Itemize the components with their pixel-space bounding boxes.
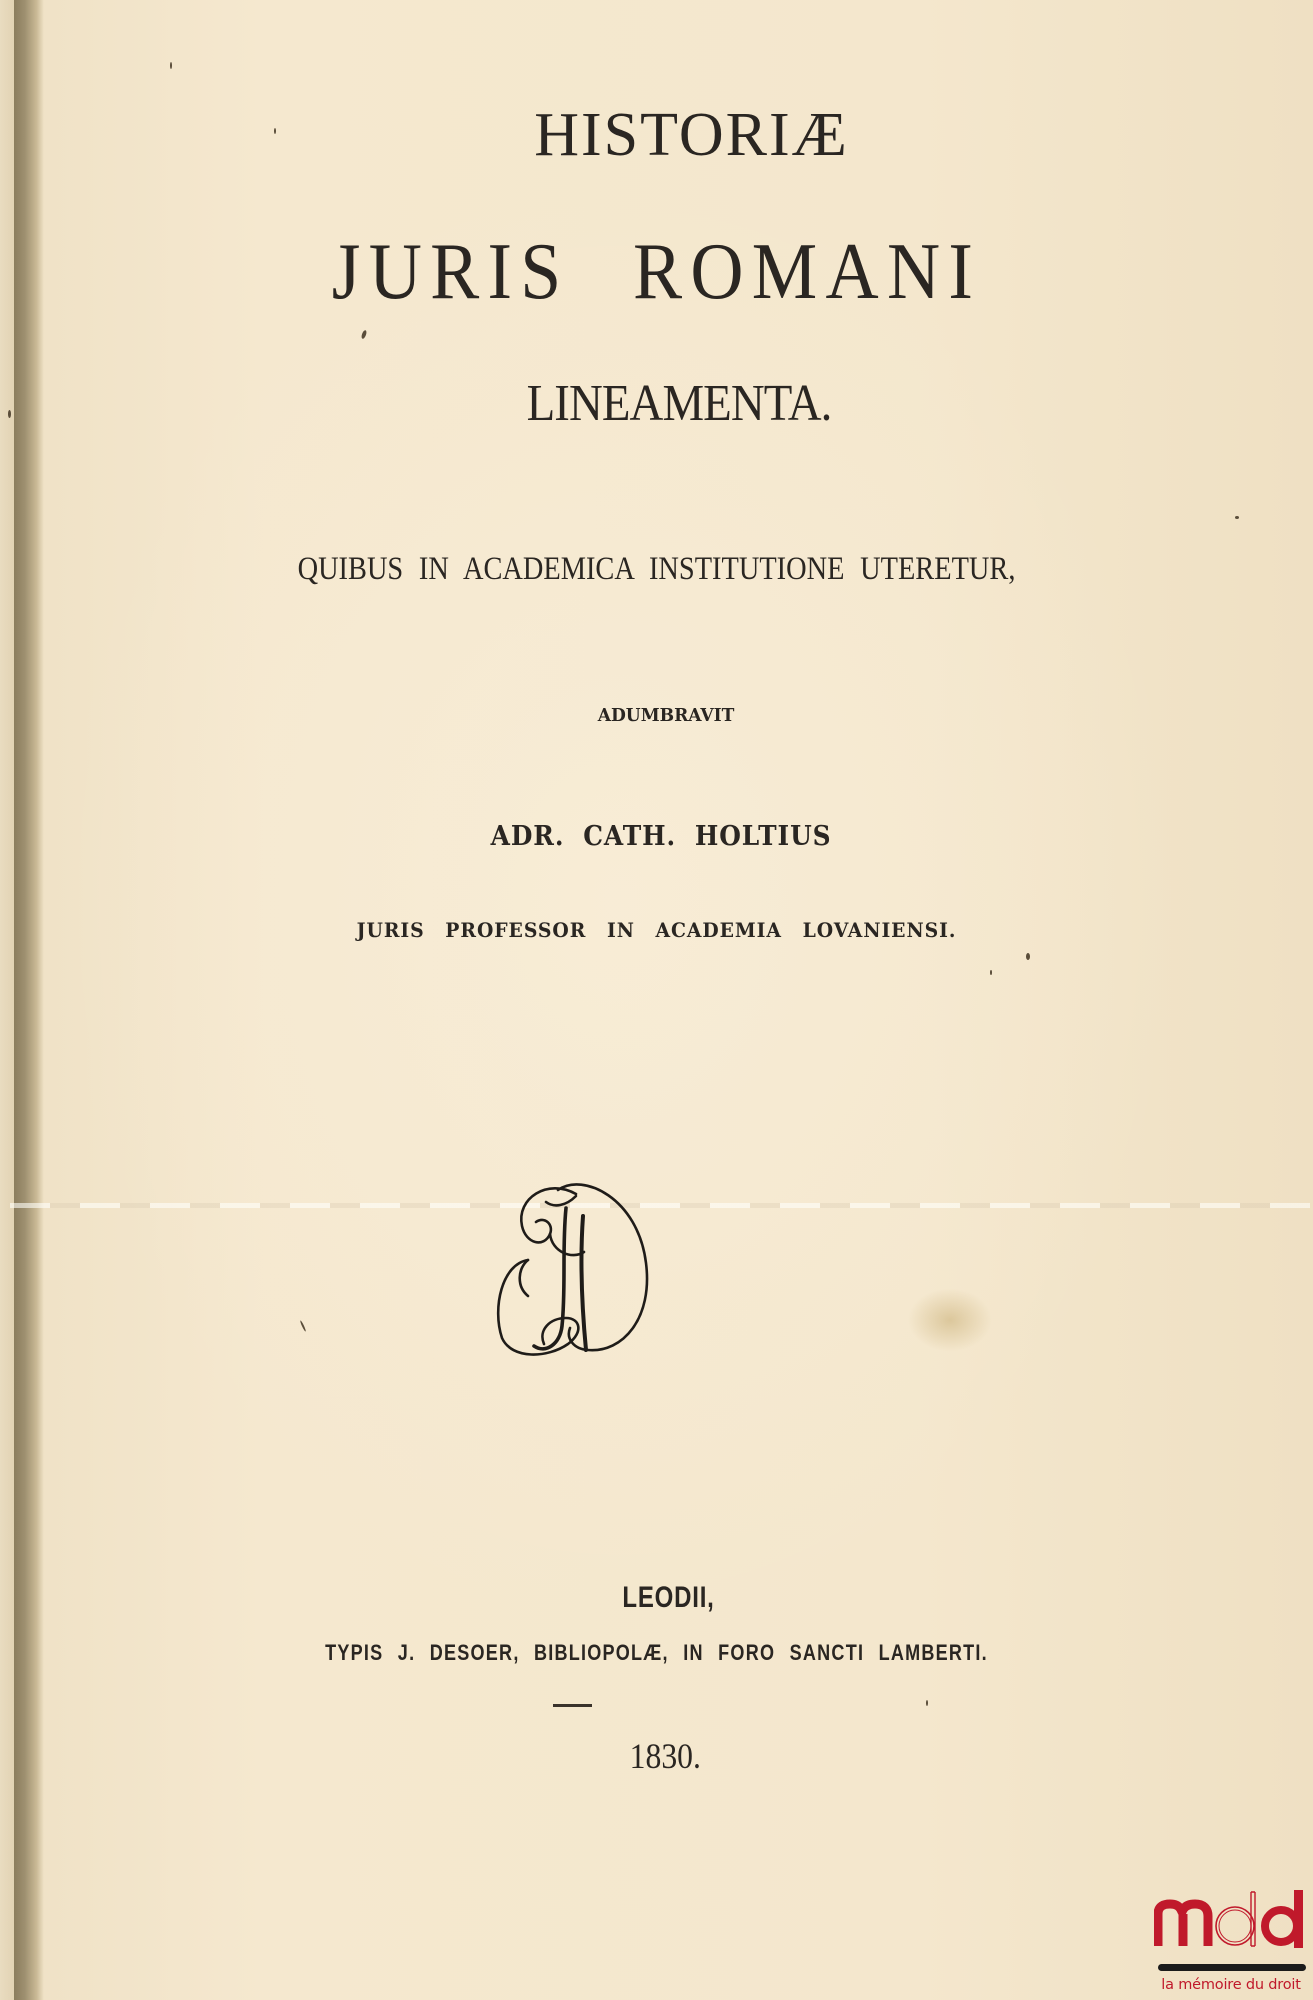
- purpose-line: QUIBUS IN ACADEMICA INSTITUTIONE UTERETUR,: [297, 551, 1016, 587]
- show-through-rule: [10, 1203, 1310, 1208]
- verb-line: ADUMBRAVIT: [597, 705, 735, 726]
- jd-monogram-icon: [488, 1168, 652, 1358]
- separator-rule: [553, 1704, 592, 1707]
- mdd-logo-icon: [1154, 1888, 1308, 1950]
- spine-shadow: [14, 0, 44, 2000]
- mdd-watermark-logo: [1154, 1888, 1308, 2000]
- logo-bar: [1158, 1964, 1306, 1971]
- author-affiliation: JURIS PROFESSOR IN ACADEMIA LOVANIENSI.: [356, 918, 957, 942]
- logo-caption: la mémoire du droit: [1161, 1977, 1301, 1993]
- page-edge: [0, 0, 14, 2000]
- title-line-historiae: HISTORIÆ: [534, 101, 849, 169]
- title-line-lineamenta: LINEAMENTA.: [526, 375, 832, 432]
- title-line-juris-romani: JURIS ROMANI: [331, 228, 982, 316]
- imprint-printer: TYPIS J. DESOER, BIBLIOPOLÆ, IN FORO SANCTI LAMBERTI.: [325, 1640, 988, 1665]
- author-name: ADR. CATH. HOLTIUS: [490, 821, 832, 852]
- imprint-year: 1830.: [629, 1736, 701, 1776]
- imprint-place: LEODII,: [622, 1581, 715, 1614]
